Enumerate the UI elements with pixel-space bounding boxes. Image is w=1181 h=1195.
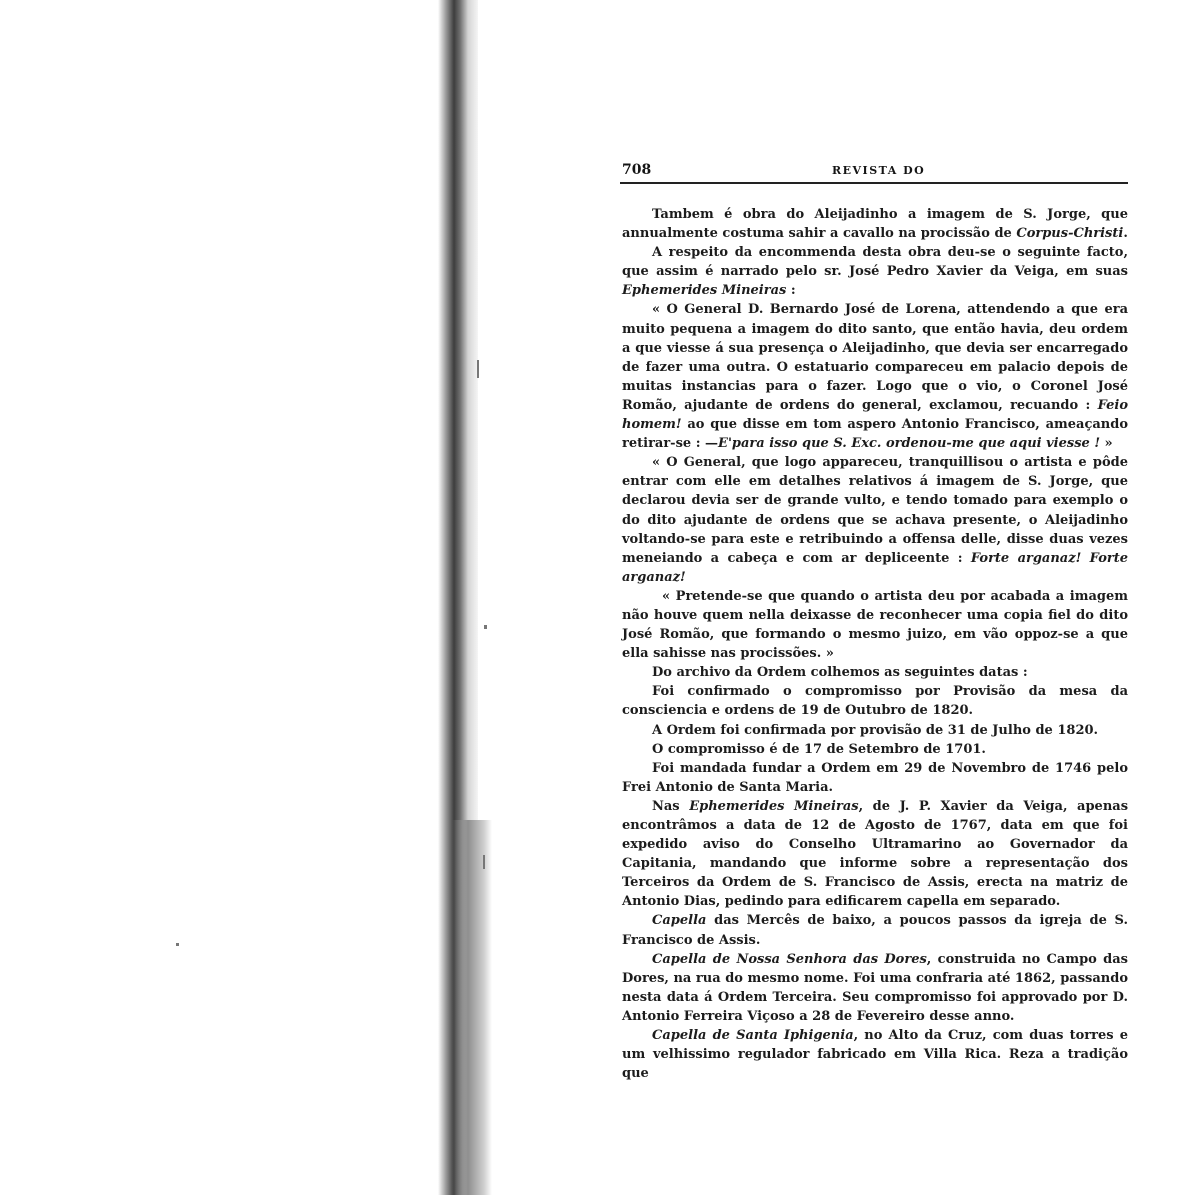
quote-paragraph: « O General, que logo appareceu, tranquillisou o artista e pôde entrar com elle em detalhes relativos á imagem de S. Jorge, que declarou devia ser de grande vulto, e tendo tomado para exemplo o do dito ajudante de ordens que se achava presente, o Aleijadinho voltando-se para este e retribuindo a offensa delle, disse duas vezes meneiando a cabeça e com ar depliceente : Forte arganaz! Forte arganaz! <box>622 455 1128 585</box>
paragraph: A respeito da encommenda desta obra deu-se o seguinte facto, que assim é narrado pelo sr. José Pedro Xavier da Veiga, em suas Ephemerides Mineiras : <box>622 245 1128 299</box>
paragraph: Foi confirmado o compromisso por Provisão da mesa da consciencia e ordens de 19 de Outubro de 1820. <box>622 684 1128 719</box>
paragraph: Capella de Santa Iphigenia, no Alto da Cruz, com duas torres e um velhissimo regulador fabricado em Villa Rica. Reza a tradição que <box>622 1028 1128 1082</box>
book-page <box>620 160 1130 1090</box>
scan-speck <box>176 943 179 946</box>
book-gutter-fold <box>452 820 492 1195</box>
paragraph: Nas Ephemerides Mineiras, de J. P. Xavier da Veiga, apenas encontrâmos a data de 12 de Agosto de 1767, data em que foi expedido aviso do Conselho Ultramarino ao Governador da Capitania, mandando que informe sobre a representação dos Terceiros da Ordem de S. Francisco de Assis, erecta na matriz de Antonio Dias, pedindo para edificarem capella em separado. <box>622 798 1129 910</box>
header-rule <box>620 182 1128 184</box>
page-header <box>620 160 1130 184</box>
scan-speck <box>477 360 479 378</box>
page-number: 708 <box>622 162 652 178</box>
paragraph: O compromisso é de 17 de Setembro de 1701. <box>652 741 986 757</box>
paragraph: A Ordem foi confirmada por provisão de 31 de Julho de 1820. <box>652 722 1099 738</box>
paragraph: Capella das Mercês de baixo, a poucos passos da igreja de S. Francisco de Assis. <box>622 913 1128 948</box>
scan-speck <box>483 855 485 869</box>
quote-paragraph: « Pretende-se que quando o artista deu por acabada a imagem não houve quem nella deixasse de reconhecer uma copia fiel do dito José Romão, que formando o mesmo juizo, em vão oppoz-se a que ella sahisse nas procissões. » <box>622 588 1128 662</box>
paragraph: Tambem é obra do Aleijadinho a imagem de S. Jorge, que annualmente costuma sahir a cavallo na procissão de Corpus-Christi. <box>622 207 1128 242</box>
paragraph: Foi mandada fundar a Ordem em 29 de Novembro de 1746 pelo Frei Antonio de Santa Maria. <box>622 760 1128 795</box>
running-title: REVISTA DO <box>832 164 926 177</box>
quote-paragraph: « O General D. Bernardo José de Lorena, attendendo a que era muito pequena a imagem do dito santo, que então havia, deu ordem a que viesse á sua presença o Aleijadinho, que devia ser encarregado de fazer uma outra. O estatuario compareceu em palacio depois de muitas instancias para o fazer. Logo que o vio, o Coronel José Romão, ajudante de ordens do general, exclamou, recuando : Feio homem! ao que disse em tom aspero Antonio Francisco, ameaçando retirar-se : —E'para isso que S. Exc. ordenou-me que aqui viesse ! » <box>622 302 1128 452</box>
paragraph: Do archivo da Ordem colhemos as seguintes datas : <box>652 665 1028 681</box>
body-text <box>622 205 1128 1083</box>
paragraph: Capella de Nossa Senhora das Dores, construida no Campo das Dores, na rua do mesmo nome. Foi uma confraria até 1862, passando nesta data á Ordem Terceira. Seu compromisso foi approvado por D. Antonio Ferreira Viçoso a 28 de Fevereiro desse anno. <box>622 951 1129 1024</box>
scan-speck <box>484 625 487 629</box>
